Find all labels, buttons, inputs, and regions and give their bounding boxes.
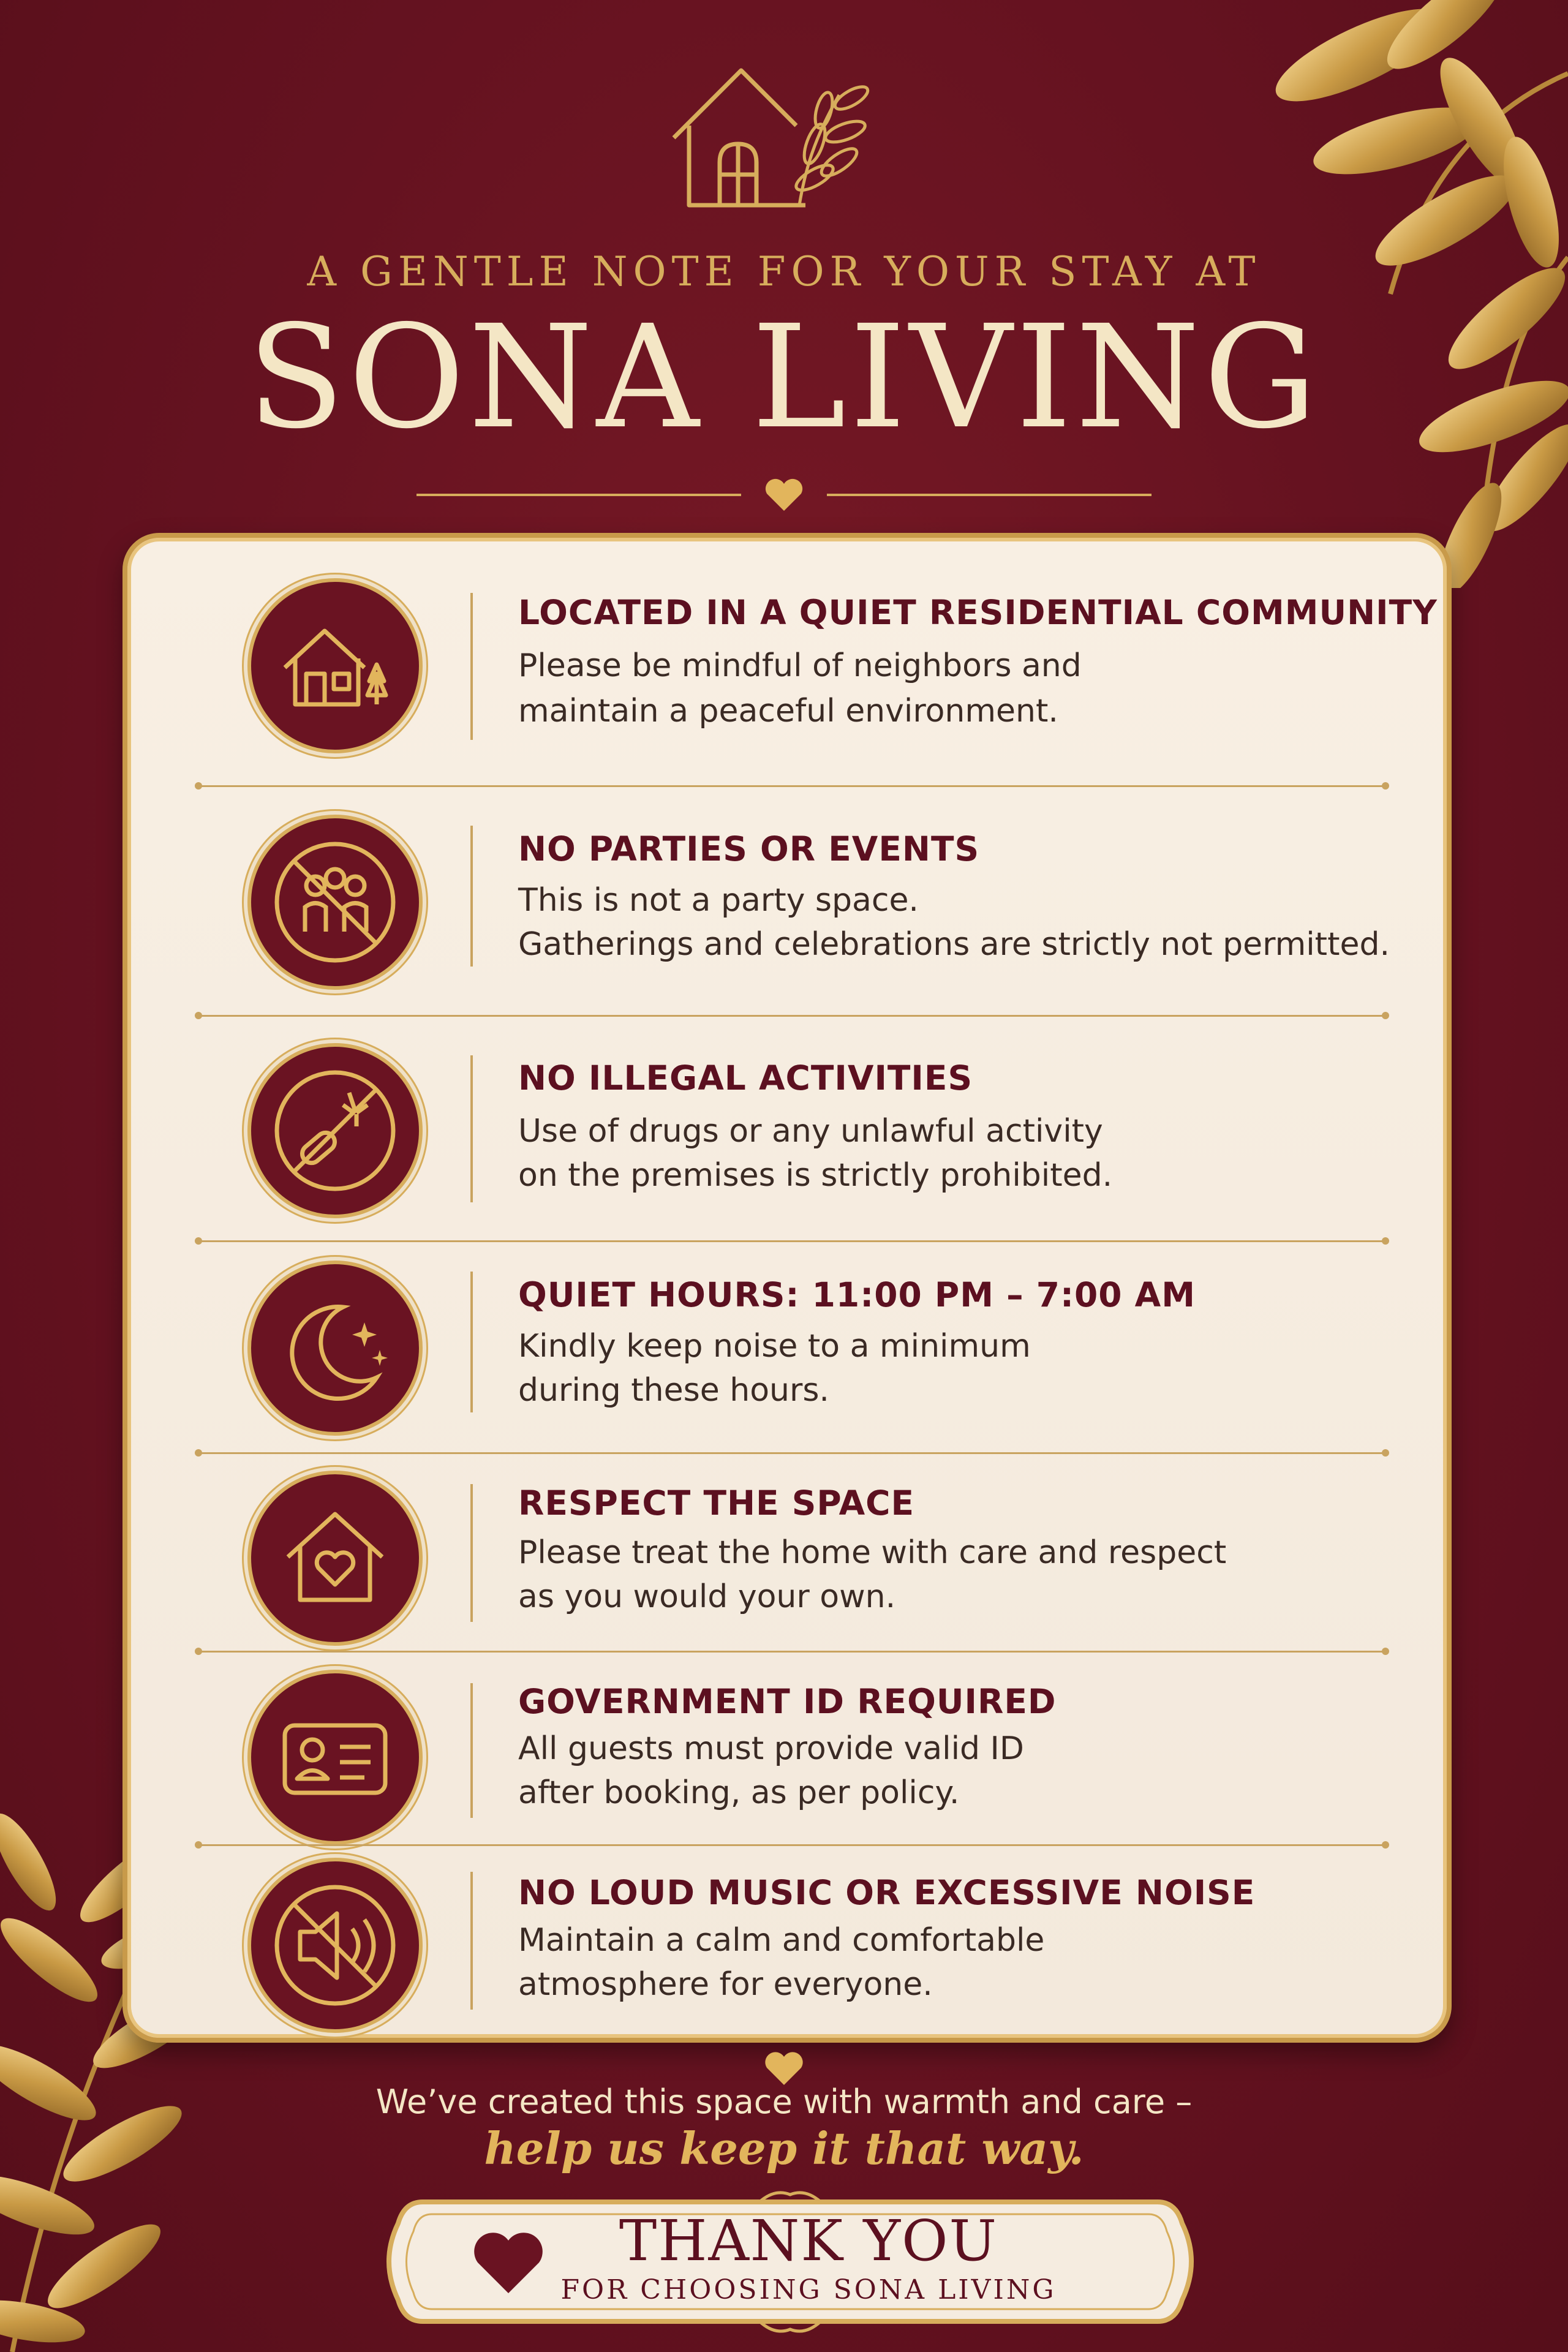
moon-stars-icon xyxy=(251,1264,419,1432)
icon-badge xyxy=(247,1471,423,1646)
icon-badge xyxy=(247,1670,423,1845)
rule-title: QUIET HOURS: 11:00 PM – 7:00 AM xyxy=(518,1275,1196,1314)
rule-text: This is not a party space. xyxy=(518,882,919,919)
rule-divider xyxy=(470,1872,473,2010)
row-divider xyxy=(195,780,1389,792)
rule-divider xyxy=(470,1272,473,1412)
icon-badge xyxy=(247,1261,423,1436)
rule-text: Use of drugs or any unlawful activity xyxy=(518,1113,1103,1150)
rule-title: NO ILLEGAL ACTIVITIES xyxy=(518,1058,973,1098)
rule-text: on the premises is strictly prohibited. xyxy=(518,1157,1113,1194)
rule-text: during these hours. xyxy=(518,1372,829,1409)
heart-icon xyxy=(766,479,802,511)
icon-badge xyxy=(247,578,423,753)
title-divider xyxy=(417,478,1152,514)
rule-title: NO PARTIES OR EVENTS xyxy=(518,829,980,869)
rule-title: GOVERNMENT ID REQUIRED xyxy=(518,1682,1057,1721)
row-divider xyxy=(195,1645,1389,1657)
no-party-icon xyxy=(251,818,419,986)
rule-text: maintain a peaceful environment. xyxy=(518,693,1058,729)
footer-tagline: help us keep it that way. xyxy=(484,2122,1084,2174)
house-heart-icon xyxy=(251,1474,419,1642)
rule-text: atmosphere for everyone. xyxy=(518,1966,933,2003)
icon-badge xyxy=(247,1858,423,2033)
thank-you-title: THANK YOU xyxy=(619,2208,998,2274)
header-kicker: A GENTLE NOTE FOR YOUR STAY AT xyxy=(307,248,1261,295)
rule-divider xyxy=(470,1484,473,1622)
page-title: SONA LIVING xyxy=(247,295,1321,460)
rule-text: Please treat the home with care and respect xyxy=(518,1534,1227,1571)
footer-message: We’ve created this space with warmth and care – xyxy=(375,2082,1193,2121)
rule-divider xyxy=(470,1055,473,1202)
rule-text: as you would your own. xyxy=(518,1578,896,1615)
rule-title: LOCATED IN A QUIET RESIDENTIAL COMMUNITY xyxy=(518,593,1438,632)
row-divider xyxy=(195,1839,1389,1851)
row-divider xyxy=(195,1009,1389,1022)
rule-text: All guests must provide valid ID xyxy=(518,1730,1024,1767)
rules-card xyxy=(123,533,1452,2043)
heart-icon xyxy=(764,2052,804,2086)
thank-you-subtitle: FOR CHOOSING SONA LIVING xyxy=(560,2274,1057,2305)
no-sound-icon xyxy=(251,1861,419,2029)
icon-badge xyxy=(247,815,423,990)
rule-divider xyxy=(470,593,473,740)
icon-badge xyxy=(247,1043,423,1218)
rule-text: after booking, as per policy. xyxy=(518,1774,960,1811)
row-divider xyxy=(195,1447,1389,1459)
row-divider xyxy=(195,1235,1389,1247)
house-tree-icon xyxy=(251,582,419,750)
rule-text: Gatherings and celebrations are strictly not permitted. xyxy=(518,926,1390,963)
rule-text: Please be mindful of neighbors and xyxy=(518,647,1082,684)
rule-divider xyxy=(470,826,473,967)
rule-divider xyxy=(470,1683,473,1818)
rule-text: Maintain a calm and comfortable xyxy=(518,1922,1045,1959)
rule-text: Kindly keep noise to a minimum xyxy=(518,1328,1031,1365)
no-drugs-icon xyxy=(251,1047,419,1215)
house-logo-icon xyxy=(662,58,882,217)
rule-title: RESPECT THE SPACE xyxy=(518,1483,915,1523)
id-card-icon xyxy=(251,1673,419,1841)
rule-title: NO LOUD MUSIC OR EXCESSIVE NOISE xyxy=(518,1873,1256,1912)
